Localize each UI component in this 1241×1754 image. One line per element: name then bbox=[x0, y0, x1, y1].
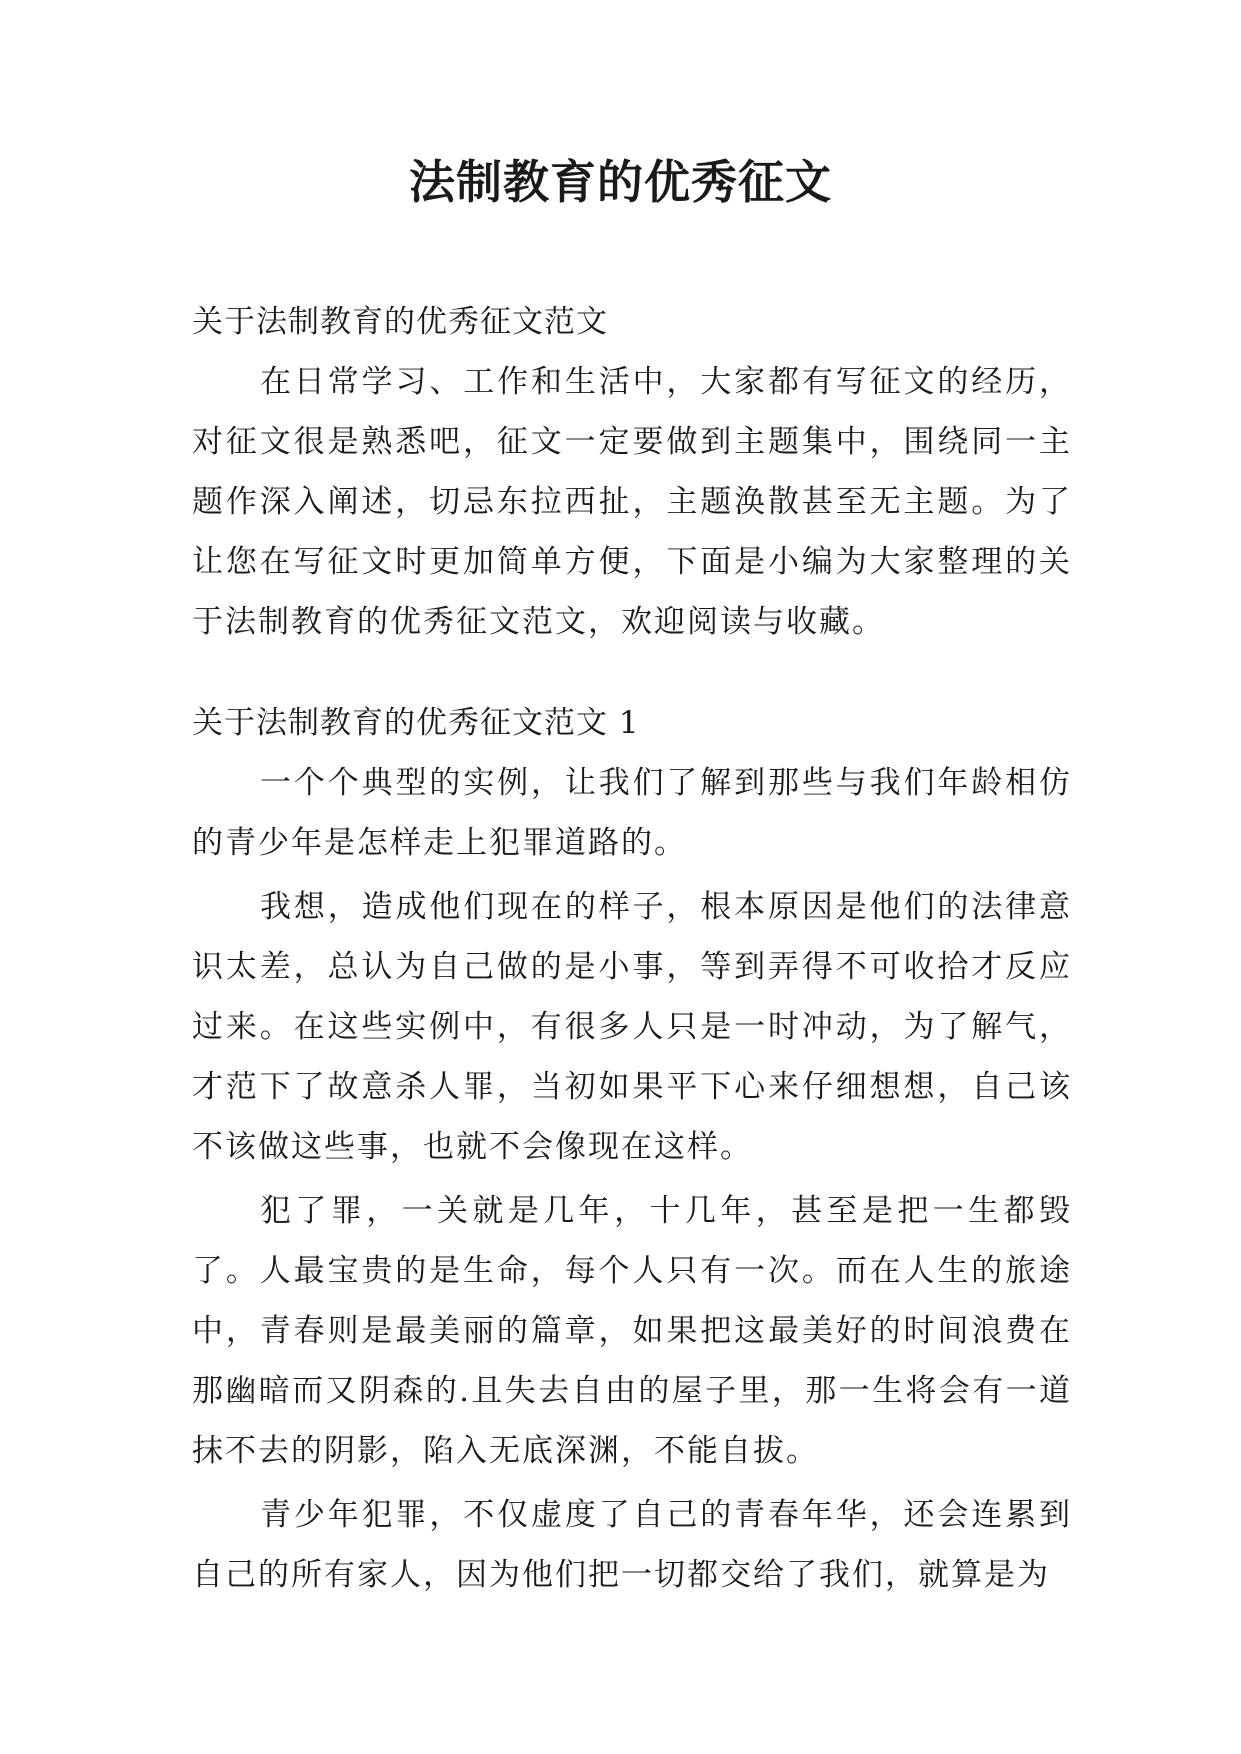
intro-heading: 关于法制教育的优秀征文范文 bbox=[192, 304, 608, 340]
article-paragraph: 一个个典型的实例，让我们了解到那些与我们年龄相仿的青少年是怎样走上犯罪道路的。 bbox=[192, 765, 1072, 861]
article-section bbox=[192, 693, 1072, 1609]
article-heading: 关于法制教育的优秀征文范文 1 bbox=[192, 705, 640, 741]
article-paragraph: 青少年犯罪，不仅虚度了自己的青春年华，还会连累到自己的所有家人，因为他们把一切都交给了我们，就算是为 bbox=[192, 1497, 1072, 1593]
document-title: 法制教育的优秀征文 bbox=[409, 155, 832, 209]
intro-paragraph: 在日常学习、工作和生活中，大家都有写征文的经历，对征文很是熟悉吧，征文一定要做到主题集中，围绕同一主题作深入阐述，切忌东拉西扯，主题涣散甚至无主题。为了让您在写征文时更加简单方便，下面是小编为大家整理的关于法制教育的优秀征文范文，欢迎阅读与收藏。 bbox=[192, 364, 1072, 640]
intro-section bbox=[192, 292, 1072, 652]
article-paragraph: 我想，造成他们现在的样子，根本原因是他们的法律意识太差，总认为自己做的是小事，等到弄得不可收拾才反应过来。在这些实例中，有很多人只是一时冲动，为了解气，才范下了故意杀人罪，当初如果平下心来仔细想想，自己该不该做这些事，也就不会像现在这样。 bbox=[192, 889, 1072, 1165]
article-paragraph: 犯了罪，一关就是几年，十几年，甚至是把一生都毁了。人最宝贵的是生命，每个人只有一次。而在人生的旅途中，青春则是最美丽的篇章，如果把这最美好的时间浪费在那幽暗而又阴森的.且失去自由的屋子里，那一生将会有一道抹不去的阴影，陷入无底深渊，不能自拔。 bbox=[192, 1193, 1072, 1469]
